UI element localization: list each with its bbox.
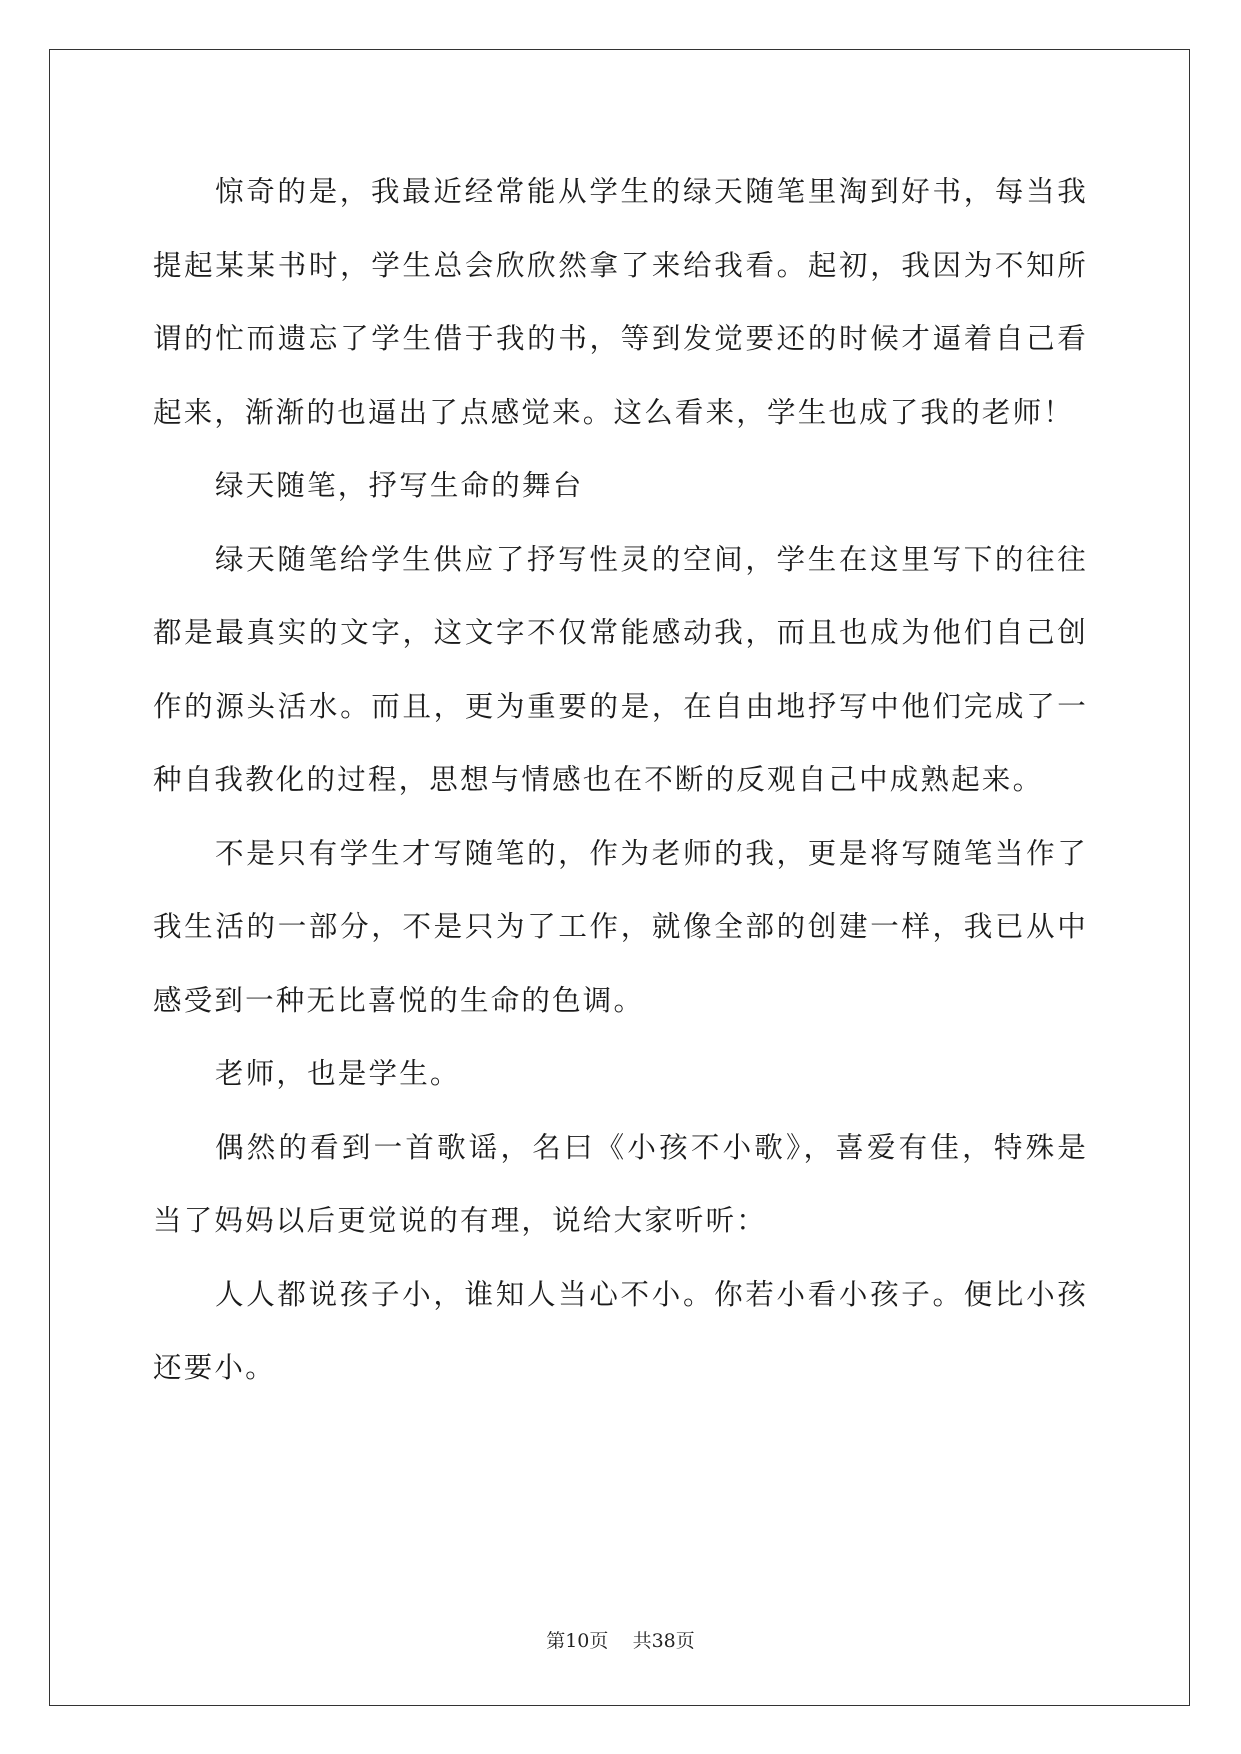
page-footer: [0, 1626, 1241, 1653]
page-number: 第10页: [546, 1630, 609, 1652]
paragraph: 绿天随笔给学生供应了抒写性灵的空间，学生在这里写下的往往都是最真实的文字，这文字不仅常能感动我，而且也成为他们自己创作的源头活水。而且，更为重要的是，在自由地抒写中他们完成了一种自我教化的过程，思想与情感也在不断的反观自己中成熟起来。: [153, 542, 1088, 796]
section-heading: 绿天随笔，抒写生命的舞台: [215, 469, 584, 502]
document-body: [153, 155, 1088, 1405]
page-total: 共38页: [632, 1630, 695, 1652]
paragraph: 偶然的看到一首歌谣，名曰《小孩不小歌》，喜爱有佳，特殊是当了妈妈以后更觉说的有理，说给大家听听：: [153, 1130, 1088, 1237]
paragraph: 人人都说孩子小，谁知人当心不小。你若小看小孩子。便比小孩还要小。: [153, 1277, 1088, 1384]
section-heading: 老师，也是学生。: [215, 1057, 461, 1090]
paragraph: 不是只有学生才写随笔的，作为老师的我，更是将写随笔当作了我生活的一部分，不是只为了工作，就像全部的创建一样，我已从中感受到一种无比喜悦的生命的色调。: [153, 836, 1088, 1017]
paragraph: 惊奇的是，我最近经常能从学生的绿天随笔里淘到好书，每当我提起某某书时，学生总会欣欣然拿了来给我看。起初，我因为不知所谓的忙而遗忘了学生借于我的书，等到发觉要还的时候才逼着自己看起来，渐渐的也逼出了点感觉来。这么看来，学生也成了我的老师！: [153, 175, 1088, 429]
